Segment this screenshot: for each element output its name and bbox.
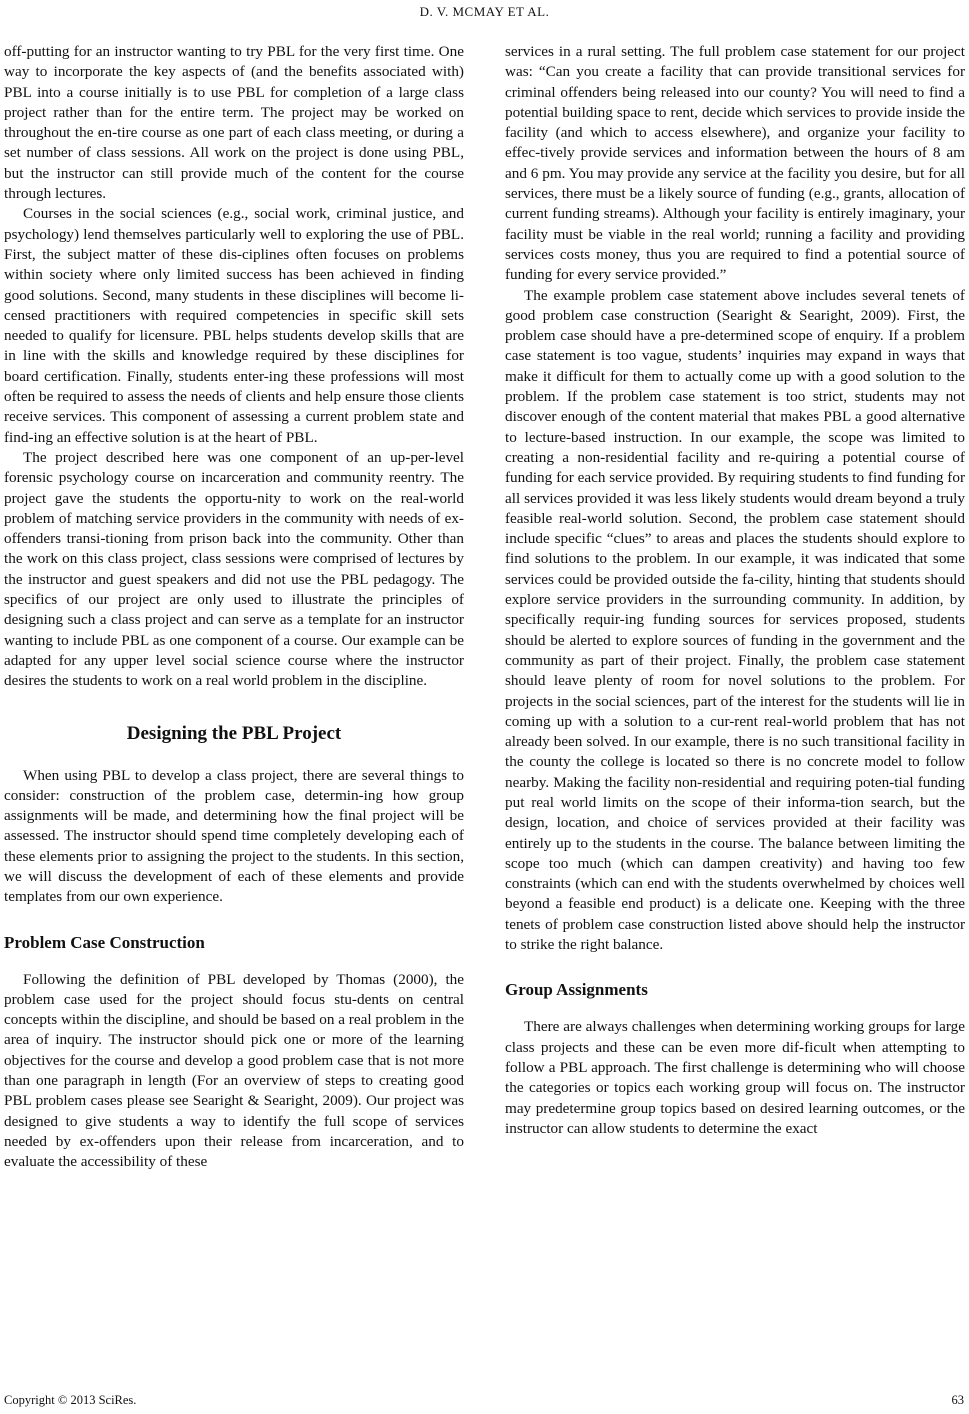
body-paragraph: services in a rural setting. The full problem case statement for our project was: “Can you create a facility that can provide transitional services for criminal offenders being released into our county? You will need to find a potential building space to rent, decide which services to provide inside the facility (and which to access elsewhere), and organize your facility to effec-tively provide services and information between the hours of 8 am and 6 pm. You may provide any service at the facility you desire, but for all services, there must be a likely source of funding (e.g., grants, allocation of current funding streams). Although your facility is entirely imaginary, your facility must be viable in the real world; running a facility and providing services costs money, thus you are required to find a potential source of funding for every service provided.” — [505, 43, 965, 284]
body-paragraph: off-putting for an instructor wanting to try PBL for the very first time. One way to incorporate the key aspects of (and the benefits associated with) PBL into a course initially is to use PBL for completion of a large class project rather than for the entire term. The project may be worked on throughout the en-tire course as one part of each class meeting, or during a set number of class sessions. All work on the project is done using PBL, but the instructor can still provide much of the content for the course through lectures. — [4, 43, 464, 203]
subsection-heading: Group Assignments — [505, 980, 648, 1000]
body-paragraph: Courses in the social sciences (e.g., social work, criminal justice, and psychology) lend themselves particularly well to exploring the use of PBL. First, the subject matter of these dis-ciplines often focuses on problems within society where only limited success has been achieved in finding good solutions. Second, many students in these disciplines will become li-censed practitioners with required competencies in specific skill sets needed to qualify for licensure. PBL helps students develop skills that are in line with the skills and knowledge required by these disciplines for board certification. Finally, students enter-ing these professions will most often be required to assess the needs of clients and help ensure those clients receive services. This component of assessing a current problem state and find-ing an effective solution is at the heart of PBL. — [4, 205, 464, 446]
left-column — [4, 42, 464, 1173]
page-number: 63 — [951, 1393, 964, 1407]
body-paragraph: Following the definition of PBL developed by Thomas (2000), the problem case used for the project should focus stu-dents on central concepts within the discipline, and should be based on a real problem in the area of inquiry. The instructor should pick one or more of the learning objectives for the course and develop a good problem case that is not more than one paragraph in length (For an overview of steps to creating good PBL problem cases please see Searight & Searight, 2009). Our project was designed to give students a way to identify the full scope of services needed by ex-offenders upon their release from incarceration, and to evaluate the accessibility of these — [4, 970, 464, 1171]
body-paragraph: The example problem case statement above includes several tenets of good problem case construction (Searight & Searight, 2009). First, the problem case should have a pre-determined scope of enquiry. If a problem case statement is too vague, students’ inquiries may expand in ways that make it difficult for them to actually come up with a good solution to the problem. If the problem case statement is too strict, students may not discover enough of the content material that makes PBL a good alternative to lecture-based instruction. In our example, the scope was limited to creating a non-residential facility and re-quiring a potential course of funding for each service provided. By requiring students to find funding for all services provided it was less likely students would dream beyond a truly feasible real-world solution. Second, the problem case statement should include specific “clues” to areas and places the students should explore to find solutions to the problem. In our example, it was indicated that some services could be provided outside the fa-cility, hinting that students should explore service providers in the surrounding community. In addition, by specifically requir-ing funding sources for services proposed, students should be alerted to explore sources of funding in the government and the community as part of their project. Finally, the problem case statement should leave plenty of room for novel solutions to the problem. For projects in the social sciences, part of the interest for the students will lie in coming up with a solution to a cur-rent real-world problem that has not already been solved. In our example, there is no such transitional facility in the county the college is located so there is no concrete model to follow nearby. Making the facility non-residential and requiring poten-tial funding put real world limits on the scope of their informa-tion search, but the design, location, and choice of services provided at their facility was entirely up to the students in the course. The balance between limiting the scope too much (which can dampen creativity) and having too few constraints (which can end with the students overwhelmed by choices well beyond a feasible end product) is a delicate one. Keeping with the three tenets of problem case construction listed above should help the instructor to strike the right balance. — [505, 286, 965, 954]
copyright-notice: Copyright © 2013 SciRes. — [4, 1393, 137, 1407]
right-column — [505, 42, 965, 1139]
body-paragraph: When using PBL to develop a class project, there are several things to consider: construction of the problem case, determin-ing how group assignments will be made, and determining how the final project will be assessed. The instructor should spend time completely developing each of these elements prior to assigning the project to the students. In this section, we will discuss the development of each of these elements and provide templates from our own experience. — [4, 766, 464, 906]
running-head: D. V. MCMAY ET AL. — [419, 4, 550, 19]
section-heading: Designing the PBL Project — [126, 722, 342, 744]
body-paragraph: The project described here was one component of an up-per-level forensic psychology course on incarceration and community reentry. The project gave the students the opportu-nity to work on the real-world problem of matching service providers in the community with needs of ex-offenders transi-tioning from prison back into the community. Other than the work on this class project, class sessions were comprised of lectures by the instructor and guest speakers and did not use the PBL pedagogy. The specifics of our project are only used to illustrate the principles of designing such a class project and can serve as a template for an instructor wanting to include PBL as one component of a course. Our example can be adapted for any upper level social science course where the instructor desires the students to work on a real world problem in the discipline. — [4, 448, 464, 690]
body-paragraph: There are always challenges when determining working groups for large class projects and these can be even more dif-ficult when attempting to follow a PBL approach. The first challenge is determining who will choose the categories or topics each working group will focus on. The instructor may predetermine group topics based on desired learning outcomes, or the instructor can allow students to determine the exact — [505, 1018, 965, 1137]
subsection-heading: Problem Case Construction — [4, 932, 205, 952]
